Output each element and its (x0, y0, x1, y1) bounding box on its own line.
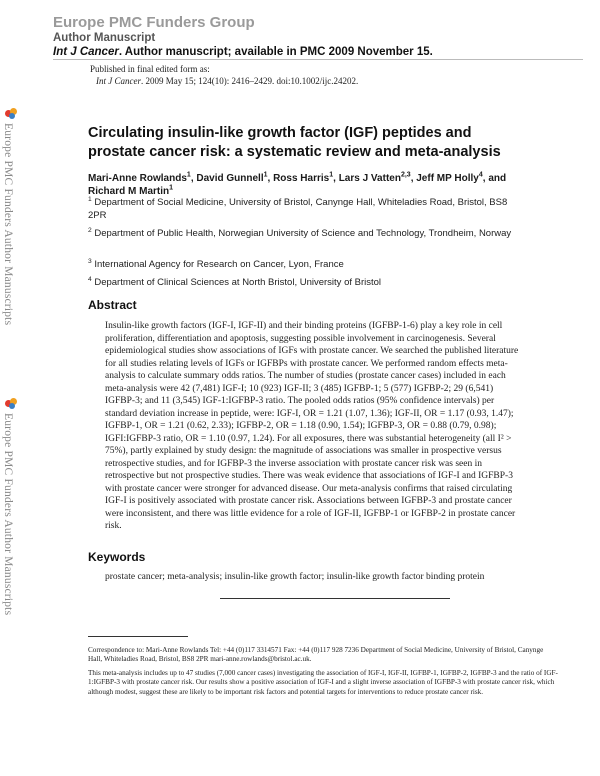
author-separator: , (267, 173, 274, 184)
abstract-body: Insulin-like growth factors (IGF-I, IGF-II) and their binding proteins (IGFBP-1-6) play a key role in cell proliferation, differentiation and apoptosis, suggesting possible involvement in carcinogenesis. Several epidemiological studies show associations of IGFs with prostate cancer. We searched the published literature for all studies relating levels of IGFs or IGFBPs with prostate cancer. We performed random effects meta-analysis to calculate summary odds ratios. The number of studies (prostate cancer cases) included in each meta-analysis were 42 (7,481) IGF-I; 10 (923) IGF-II; 3 (485) IGFBP-1; 5 (577) IGFBP-2; 29 (6,541) IGFBP-3; and 11 (3,545) IGF-1:IGFBP-3 ratio. The pooled odds ratios (95% confidence intervals) per standard deviation increase in peptide, were: IGF-I, OR = 1.21 (1.07, 1.36); IGF-II, OR = 1.17 (0.93, 1.47); IGFBP-1, OR = 1.21 (0.62, 2.33); IGFBP-2, OR = 1.18 (0.90, 1.54); IGFBP-3, OR = 0.88 (0.79, 0.98); IGFI:IGFBP-3 ratio, OR = 1.10 (0.97, 1.24). For all exposures, there was substantial heterogeneity (all I² > 75%), partly explained by study design: the magnitude of associations was smaller in prospective versus retrospective studies, and for IGFBP-3 the inverse association with prostate cancer risk was seen in retrospective but not prospective studies. There was weak evidence that associations of IGF-I and IGFBP-3 with prostate cancer were stronger for advanced disease. Our meta-analysis confirms that raised circulating IGF-I is positively associated with prostate cancer risk. Associations between IGFBP-3 and prostate cancer were inconsistent, and there was little evidence for a role of IGF-II, IGFBP-1 or IGFBP-2 in prostate cancer risk. (105, 321, 519, 531)
author-affiliation-marker: 1 (263, 171, 268, 179)
sidebar-label-top: Europe PMC Funders Author Manuscripts (2, 123, 14, 326)
affiliation-3 (88, 259, 528, 272)
published-details: . 2009 May 15; 124(10): 2416–2429. doi:10.1002/ijc.24202. (141, 75, 359, 86)
affiliation-4 (88, 277, 528, 290)
journal-name: Int J Cancer (53, 46, 119, 58)
author-separator: , (410, 173, 417, 184)
affiliation-text: Department of Social Medicine, University of Bristol, Canynge Hall, Whiteladies Road, Bristol, BS8 2PR (88, 197, 508, 221)
funder-group-title: Europe PMC Funders Group (53, 14, 255, 31)
sidebar-block-top (2, 108, 22, 325)
europe-pmc-logo-icon (5, 398, 17, 410)
published-note (90, 64, 358, 87)
footnote-divider (88, 636, 188, 637)
author-name: Richard M Martin (88, 186, 170, 197)
author-name: Jeff MP Holly (416, 173, 479, 184)
author-affiliation-marker: 1 (329, 171, 334, 179)
summary-footnote: This meta-analysis includes up to 47 studies (7,000 cancer cases) investigating the association of IGF-I, IGF-II, IGFBP-1, IGFBP-2, IGFBP-3 and the ratio of IGF-1:IGFBP-3 with prostate cancer risk. Our results show a positive association of IGF-I and a slight inverse association of IGFBP-3 with prostate cancer risk, which although modest, suggest these are likely to be important risk factors and potential targets for interventions to reduce prostate cancer risk. (88, 669, 558, 696)
author-separator: , (190, 173, 197, 184)
page-header (53, 14, 583, 59)
keywords-body: prostate cancer; meta-analysis; insulin-like growth factor; insulin-like growth factor binding protein (105, 572, 485, 582)
citation-line (53, 45, 583, 59)
affiliation-number: 4 (88, 275, 92, 283)
author-separator: , (333, 173, 339, 184)
header-divider (53, 59, 583, 60)
author-affiliation-marker: 1 (186, 171, 191, 179)
sidebar-block-bottom (2, 398, 22, 615)
keywords-heading: Keywords (88, 550, 146, 564)
author-manuscript-label: Author Manuscript (53, 32, 156, 44)
europe-pmc-logo-icon (5, 108, 17, 120)
keywords-divider (220, 598, 450, 599)
published-journal: Int J Cancer (96, 75, 141, 86)
author-name: Lars J Vatten (338, 173, 401, 184)
affiliation-2 (88, 228, 528, 241)
published-label: Published in final edited form as: (90, 64, 210, 74)
sidebar-label-bottom: Europe PMC Funders Author Manuscripts (2, 413, 14, 616)
author-affiliation-marker: 4 (478, 171, 483, 179)
affiliation-number: 2 (88, 226, 92, 234)
author-name: David Gunnell (196, 173, 264, 184)
author-separator: , and (482, 173, 507, 184)
author-name: Ross Harris (273, 173, 330, 184)
correspondence-footnote: Correspondence to: Mari-Anne Rowlands Tel: +44 (0)117 3314571 Fax: +44 (0)117 928 7236 Department of Social Medicine, University of Bristol, Canynge Hall, Whiteladies Road, Bristol, BS8 2PR mari-anne.rowlands@bristol.ac.uk. (88, 646, 544, 664)
affiliation-number: 3 (88, 257, 92, 265)
citation-rest: . Author manuscript; available in PMC 2009 November 15. (118, 46, 433, 58)
article-title: Circulating insulin-like growth factor (IGF) peptides and prostate cancer risk: a systematic review and meta-analysis (88, 125, 501, 160)
author-name: Mari-Anne Rowlands (88, 173, 187, 184)
published-citation (90, 76, 358, 88)
author-list (88, 172, 528, 198)
author-affiliation-marker: 1 (169, 184, 174, 192)
affiliation-text: International Agency for Research on Cancer, Lyon, France (94, 259, 344, 270)
affiliation-text: Department of Clinical Sciences at North Bristol, University of Bristol (94, 277, 382, 288)
abstract-heading: Abstract (88, 298, 137, 312)
affiliation-1 (88, 197, 528, 222)
affiliation-text: Department of Public Health, Norwegian University of Science and Technology, Trondheim, Norway (94, 228, 512, 239)
sidebar (2, 108, 22, 688)
affiliation-number: 1 (88, 195, 92, 203)
author-affiliation-marker: 2,3 (400, 171, 411, 179)
